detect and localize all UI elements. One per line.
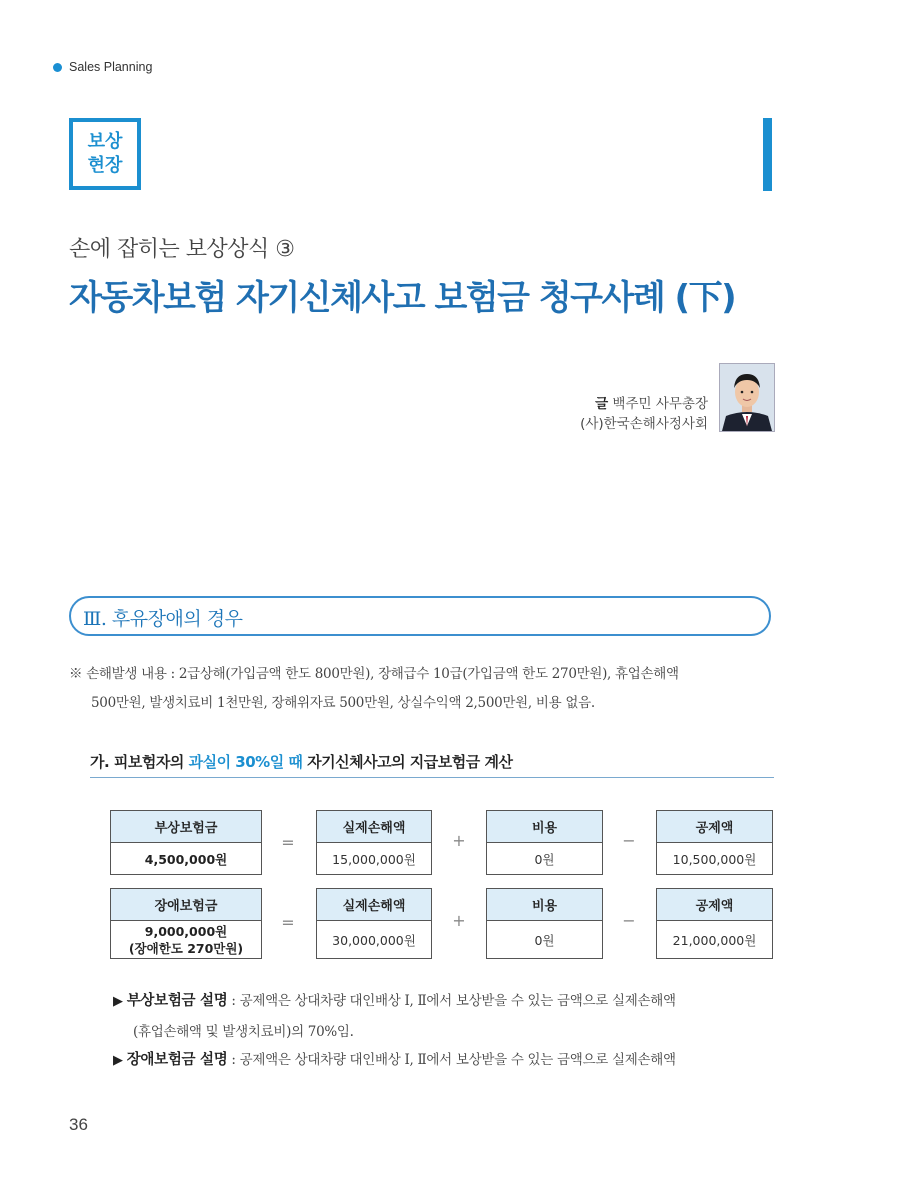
author-org: (사)한국손해사정사회 (580, 416, 708, 432)
deduction-label: 공제액 (657, 889, 772, 921)
disability-benefit-value (111, 921, 261, 959)
cost-label: 비용 (487, 889, 602, 921)
injury-benefit-explanation (113, 986, 775, 1047)
deduction-box (656, 888, 773, 959)
actual-loss-value: 15,000,000원 (332, 851, 416, 867)
author-info (580, 394, 708, 434)
subheading-suffix: 자기신체사고의 지급보험금 계산 (302, 753, 513, 771)
injury-benefit-label: 부상보험금 (111, 811, 261, 843)
actual-loss-label: 실제손해액 (317, 889, 431, 921)
header-label: Sales Planning (69, 60, 153, 74)
explanation-label: 부상보험금 설명 (126, 993, 228, 1009)
badge-line-1: 보상 (87, 131, 123, 152)
plus-operator: + (452, 831, 466, 850)
minus-operator: − (622, 831, 636, 850)
disability-benefit-box (110, 888, 262, 959)
subheading-rule (90, 777, 774, 778)
injury-benefit-value: 4,500,000원 (144, 851, 228, 867)
triangle-bullet-icon: ▶ (113, 994, 123, 1009)
equals-operator: = (281, 913, 295, 932)
subheading-prefix: 가. 피보험자의 (90, 753, 189, 771)
actual-loss-box (316, 888, 432, 959)
plus-operator: + (452, 911, 466, 930)
section-heading: Ⅲ. 후유장애의 경우 (83, 608, 243, 630)
author-photo (719, 363, 775, 432)
explanation-continuation: (휴업손해액 및 발생치료비)의 70%임. (133, 1024, 354, 1040)
subheading-highlight: 과실이 30%일 때 (188, 753, 303, 771)
cost-value: 0원 (534, 932, 555, 948)
cost-box (486, 810, 603, 875)
portrait-image (720, 364, 774, 431)
disability-benefit-amount: 9,000,000원 (144, 924, 228, 939)
deduction-value: 10,500,000원 (672, 851, 757, 867)
disability-limit-note: (장애한도 270만원) (128, 941, 244, 956)
main-title: 자동차보험 자기신체사고 보험금 청구사례 (下) (69, 278, 736, 318)
injury-benefit-box (110, 810, 262, 875)
explanation-text: : 공제액은 상대차량 대인배상 Ⅰ, Ⅱ에서 보상받을 수 있는 금액으로 실제손해액 (227, 993, 676, 1009)
minus-operator: − (622, 911, 636, 930)
note-line-1: ※ 손해발생 내용 : 2급상해(가입금액 한도 800만원), 장해급수 10급(가입금액 한도 270만원), 휴업손해액 (69, 666, 679, 682)
actual-loss-value: 30,000,000원 (332, 932, 416, 948)
cost-value: 0원 (534, 851, 555, 867)
loss-details-note (69, 660, 775, 718)
header-bullet-icon (53, 63, 62, 72)
cost-label: 비용 (487, 811, 602, 843)
actual-loss-box (316, 810, 432, 875)
note-line-2: 500만원, 발생치료비 1천만원, 장해위자료 500만원, 상실수익액 2,500만원, 비용 없음. (91, 695, 595, 711)
explanation-text: : 공제액은 상대차량 대인배상 Ⅰ, Ⅱ에서 보상받을 수 있는 금액으로 실제손해액 (227, 1052, 676, 1068)
deduction-label: 공제액 (657, 811, 772, 843)
badge-line-2: 현장 (87, 155, 123, 176)
cost-box (486, 888, 603, 959)
section-badge (69, 118, 141, 190)
page-number: 36 (69, 1115, 88, 1134)
author-name: 백주민 사무총장 (612, 396, 708, 412)
explanation-label: 장애보험금 설명 (126, 1052, 228, 1068)
disability-benefit-explanation (113, 1045, 775, 1076)
actual-loss-label: 실제손해액 (317, 811, 431, 843)
equals-operator: = (281, 833, 295, 852)
author-prefix: 글 (595, 396, 609, 412)
calculation-subheading (90, 751, 512, 772)
deduction-box (656, 810, 773, 875)
deduction-value: 21,000,000원 (672, 932, 757, 948)
accent-bar (763, 118, 772, 191)
disability-benefit-label: 장애보험금 (111, 889, 261, 921)
series-title: 손에 잡히는 보상상식 ③ (69, 237, 295, 262)
triangle-bullet-icon: ▶ (113, 1053, 123, 1068)
